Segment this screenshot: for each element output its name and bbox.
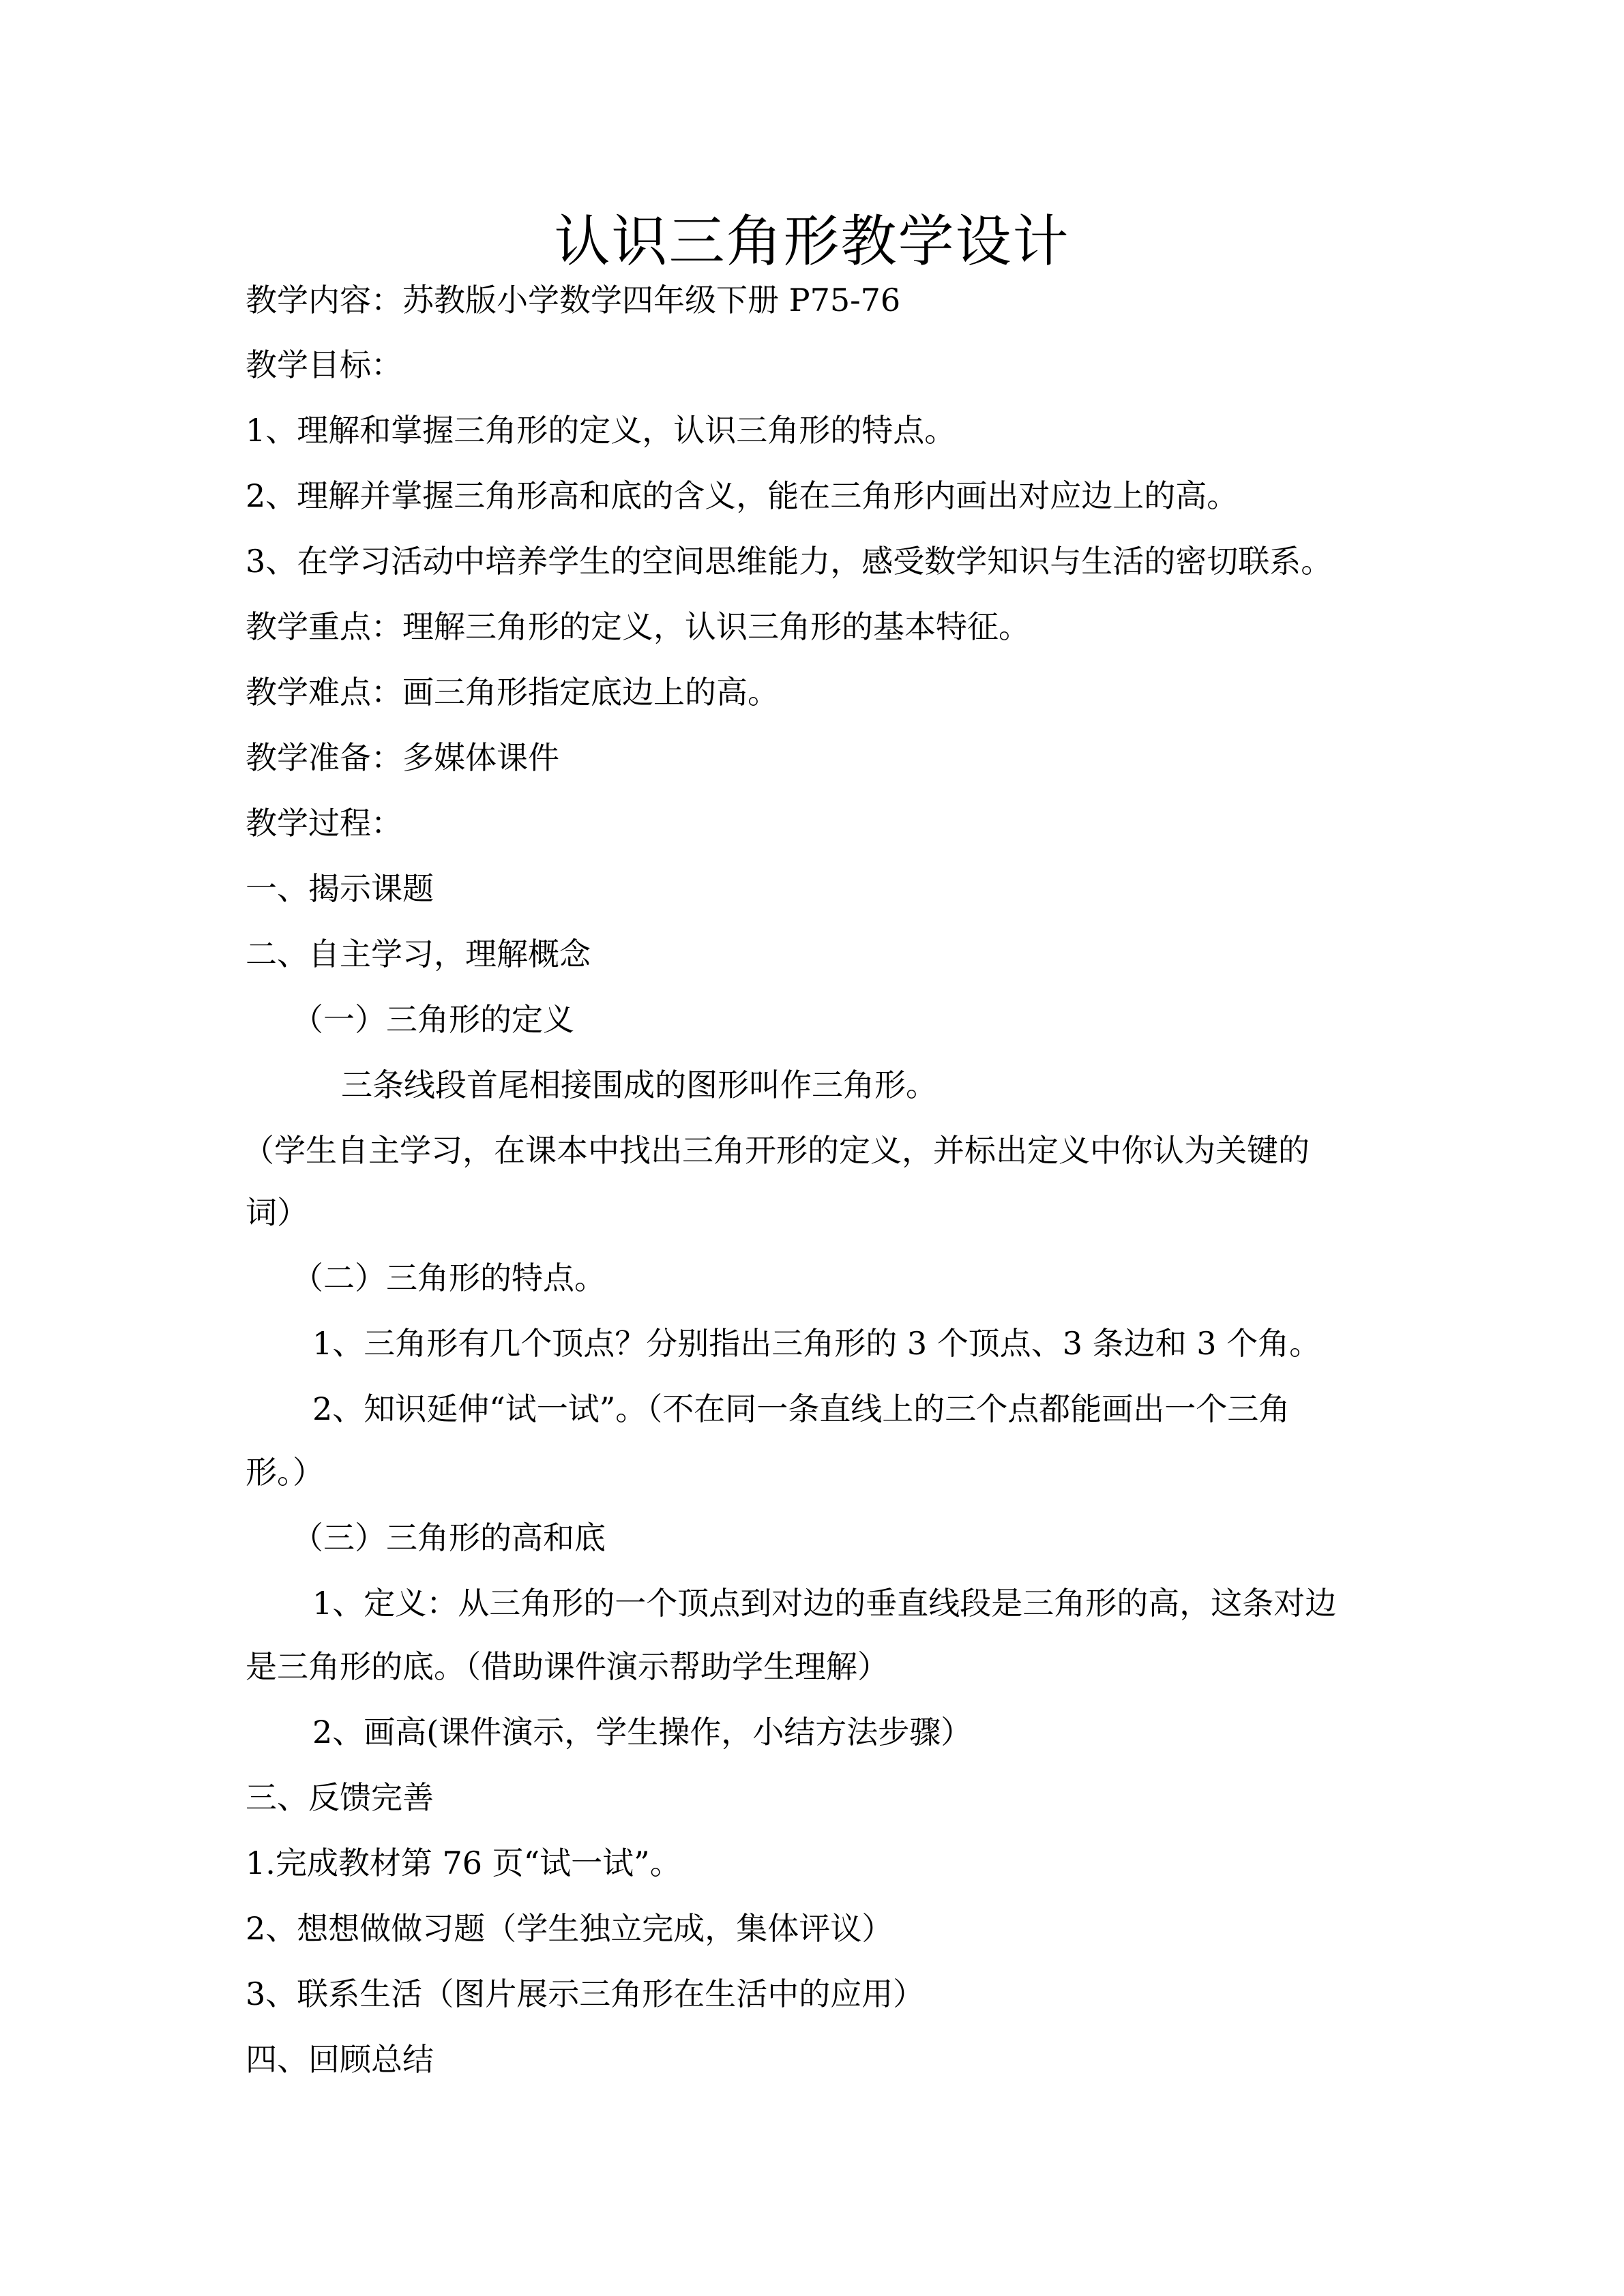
- text-line-goal-3: 3、在学习活动中培养学生的空间思维能力，感受数学知识与生活的密切联系。: [246, 543, 1333, 580]
- text-line-subsection-3: （三）三角形的高和底: [292, 1519, 606, 1556]
- text-line-difficulty: 教学难点：画三角形指定底边上的高。: [246, 674, 779, 711]
- text-line-section-1: 一、揭示课题: [246, 870, 434, 907]
- text-line-height-definition-cont: 是三角形的底。（借助课件演示帮助学生理解）: [246, 1648, 889, 1685]
- text-line-preparation: 教学准备：多媒体课件: [246, 739, 559, 776]
- text-line-feedback-3: 3、联系生活（图片展示三角形在生活中的应用）: [246, 1976, 925, 2012]
- text-line-teaching-content: 教学内容：苏教版小学数学四年级下册 P75-76: [246, 282, 901, 318]
- text-line-subsection-1: （一）三角形的定义: [292, 1001, 574, 1038]
- document-title: 认识三角形教学设计: [554, 209, 1070, 274]
- text-line-feature-1: 1、三角形有几个顶点？分别指出三角形的 3 个顶点、3 条边和 3 个角。: [312, 1325, 1321, 1362]
- text-line-section-2: 二、自主学习，理解概念: [246, 936, 591, 972]
- text-line-process: 教学过程：: [246, 805, 402, 841]
- text-line-self-study: （学生自主学习，在课本中找出三角开形的定义，并标出定义中你认为关键的: [243, 1132, 1310, 1169]
- text-line-teaching-goals: 教学目标：: [246, 346, 402, 383]
- text-line-feedback-1: 1.完成教材第 76 页“试一试”。: [246, 1845, 681, 1881]
- text-line-self-study-cont: 词）: [246, 1194, 308, 1231]
- text-line-goal-1: 1、理解和掌握三角形的定义，认识三角形的特点。: [246, 412, 956, 449]
- text-line-section-3: 三、反馈完善: [246, 1779, 434, 1816]
- text-line-feature-2: 2、知识延伸“试一试”。（不在同一条直线上的三个点都能画出一个三角: [312, 1390, 1290, 1427]
- text-line-feature-2-cont: 形。）: [246, 1454, 324, 1491]
- text-line-section-4: 四、回顾总结: [246, 2041, 434, 2078]
- text-line-goal-2: 2、理解并掌握三角形高和底的含义，能在三角形内画出对应边上的高。: [246, 477, 1239, 514]
- text-line-height-definition: 1、定义：从三角形的一个顶点到对边的垂直线段是三角形的高，这条对边: [312, 1585, 1337, 1622]
- text-line-definition: 三条线段首尾相接围成的图形叫作三角形。: [341, 1067, 937, 1103]
- text-line-draw-height: 2、画高(课件演示，学生操作，小结方法步骤）: [312, 1714, 973, 1750]
- text-line-key-point: 教学重点：理解三角形的定义，认识三角形的基本特征。: [246, 608, 1030, 645]
- text-line-feedback-2: 2、想想做做习题（学生独立完成，集体评议）: [246, 1910, 894, 1947]
- text-line-subsection-2: （二）三角形的特点。: [292, 1259, 606, 1296]
